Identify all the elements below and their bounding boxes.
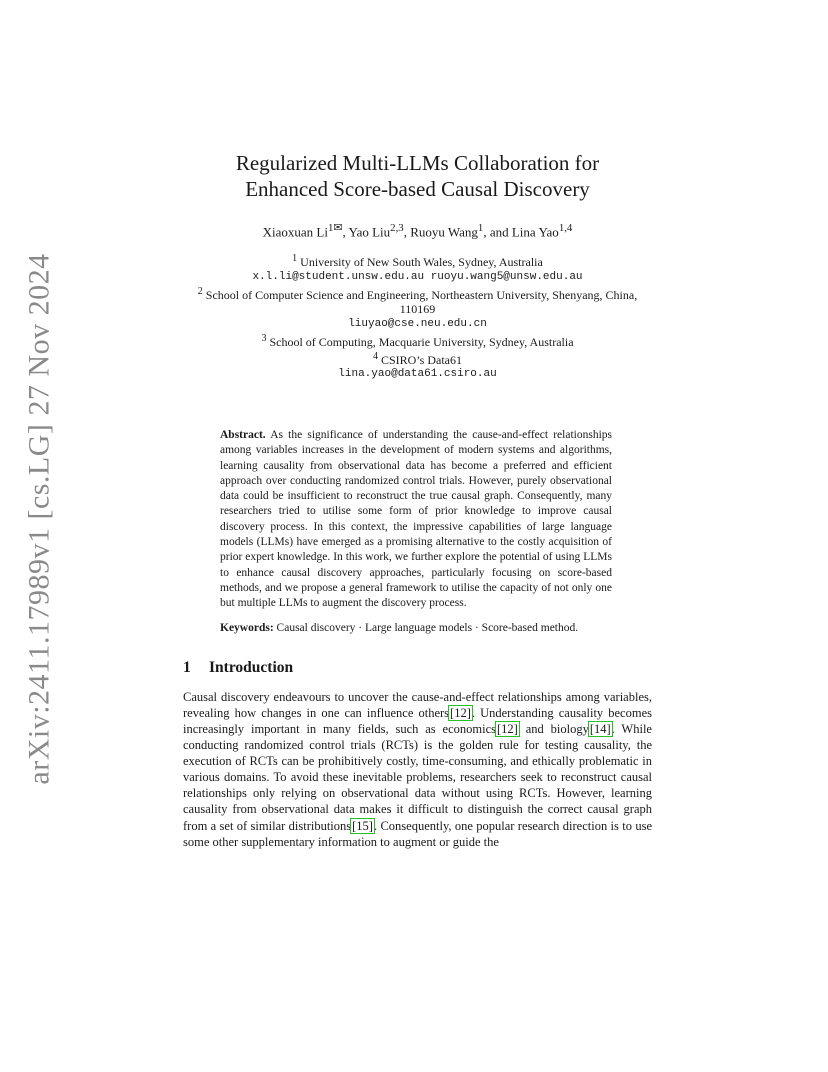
affiliation-number: 3 xyxy=(261,332,267,344)
title-line-2: Enhanced Score-based Causal Discovery xyxy=(245,177,590,201)
author-name: Lina Yao xyxy=(511,224,559,240)
author-name: Xiaoxuan Li xyxy=(262,224,328,240)
affiliation-3 xyxy=(183,332,652,350)
affiliation-2-email: liuyao@cse.neu.edu.cn xyxy=(348,318,487,331)
paragraph-text: and biology xyxy=(518,722,589,736)
paragraph-text: . Understanding causality becomes increasingly important in many fields, such as economics xyxy=(183,705,652,736)
affiliations xyxy=(183,252,652,382)
paper-first-page xyxy=(183,150,652,850)
affiliation-4 xyxy=(183,350,652,368)
citation-link[interactable]: [12] xyxy=(497,722,518,736)
title-line-1: Regularized Multi-LLMs Collaboration for xyxy=(235,151,600,175)
abstract-text: As the significance of understanding the cause-and-effect relationships among variables increases in the development of modern systems and algorithms, learning causality from observational data has become a preferred and efficient approach over conducting randomized control trials. However, purely observational data could be insufficient to reconstruct the true causal graph. Consequently, many researchers tried to utilise some form of prior knowledge to improve causal discovery process. In this context, the impressive capabilities of large language models (LLMs) have emerged as a promising alternative to the costly acquisition of prior expert knowledge. In this work, we further explore the potential of using LLMs to enhance causal discovery approaches, particularly focusing on score-based methods, and we propose a general framework to utilise the capacity of not only one but multiple LLMs to augment the discovery process. xyxy=(220,428,612,610)
author-list: Xiaoxuan $Li^{1✉}$, Yao Liu$^{2,3}$, Ruoyu Wang$^1$, and Lina Yao$^{1,4}$ xyxy=(262,222,573,240)
author-conjunction: and xyxy=(489,224,509,240)
affiliation-text: University of New South Wales, Sydney, Australia xyxy=(300,255,543,270)
author-affiliation-marker: 1✉ xyxy=(327,222,343,234)
author-name: Yao Liu xyxy=(348,224,391,240)
citation-link[interactable]: [14] xyxy=(589,722,611,736)
abstract-label: Abstract. xyxy=(220,428,266,441)
keywords xyxy=(220,621,612,636)
affiliation-number: 4 xyxy=(373,350,378,362)
paragraph-text: . While conducting randomized control trials (RCTs) is the golden rule for testing causality, the execution of RCTs can be prohibitively costly, time-consuming, and ethically problematic in various domains. To avoid these inevitable problems, researchers seek to reconstruct causal relationships only relying on observational data without using RCTs. However, learning causality from observational data makes it difficult to distinguish the correct causal graph from a set of similar distributions xyxy=(183,722,652,833)
section-title: Introduction xyxy=(209,658,294,676)
affiliation-text: CSIRO’s Data61 xyxy=(381,352,462,367)
author-affiliation-marker: 1,4 xyxy=(558,222,573,234)
affiliation-number: 2 xyxy=(197,285,203,297)
affiliation-text: School of Computer Science and Engineering, Northeastern University, Shenyang, China, 110169 xyxy=(205,287,638,317)
author-affiliation-marker: 2,3 xyxy=(390,222,404,234)
keywords-text: Causal discovery · Large language models · Score-based method. xyxy=(276,621,579,634)
section-heading-introduction xyxy=(183,659,652,677)
section-number: 1 xyxy=(183,658,191,676)
affiliation-2 xyxy=(183,285,652,317)
affiliation-4-email: lina.yao@data61.csiro.au xyxy=(338,368,497,381)
author-name: Ruoyu Wang xyxy=(410,224,478,240)
citation-link[interactable]: [12] xyxy=(450,705,471,720)
paragraph-text: . Consequently, one popular research direction is to use some other supplementary information to augment or guide the xyxy=(183,818,652,849)
keywords-label: Keywords: xyxy=(220,621,274,634)
paragraph-text: Causal discovery endeavours to uncover the cause-and-effect relationships among variables, revealing how changes in one can influence others xyxy=(183,689,652,720)
citation-link[interactable]: [15] xyxy=(352,818,373,833)
abstract xyxy=(220,428,612,612)
arxiv-identifier-text: arXiv:2411.17989v1 [cs.LG] 27 Nov 2024 xyxy=(23,253,56,785)
arxiv-identifier-stamp xyxy=(20,253,60,785)
affiliation-1-emails: x.l.li@student.unsw.edu.au ruoyu.wang5@unsw.edu.au xyxy=(252,271,583,284)
affiliation-text: School of Computing, Macquarie University, Sydney, Australia xyxy=(269,334,574,349)
introduction-paragraph xyxy=(183,689,652,850)
paper-title xyxy=(183,150,652,202)
affiliation-number: 1 xyxy=(292,253,298,265)
affiliation-1 xyxy=(183,252,652,270)
author-affiliation-marker: 1 xyxy=(477,222,484,234)
